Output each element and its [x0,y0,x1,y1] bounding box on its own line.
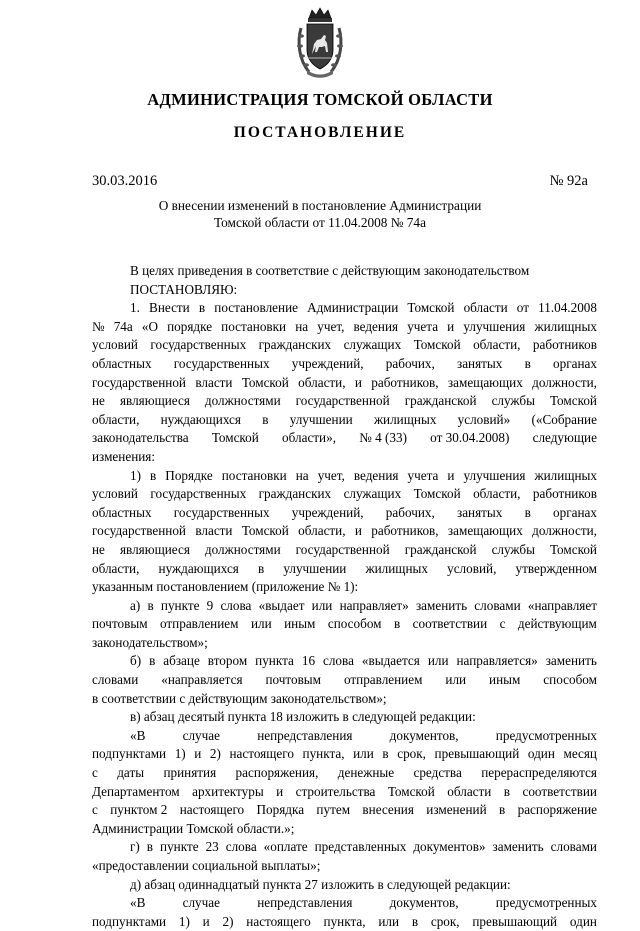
body-word: «выдается [361,653,420,669]
body-word: постановки [221,467,287,483]
body-word: занятых [456,355,503,371]
body-word: в [524,504,531,520]
body-word: пунктом 2 [110,802,168,818]
body-word: 2) [209,746,221,762]
body-word: Томской [549,541,597,557]
body-word: соответствии [522,783,597,799]
body-word: г) [130,839,140,855]
body-word: условий [92,486,138,502]
body-word: 9 [206,597,214,613]
body-word: № 4 (33) [359,430,407,446]
body-line [92,355,597,374]
body-word: с [92,765,98,781]
body-word: абзаце [163,653,200,669]
body-word: один [527,746,555,762]
body-word: Томской [413,486,461,502]
body-word: 1) [178,913,190,929]
body-word: от 30.04.2008) [430,430,510,446]
body-word: документов, [389,895,459,911]
body-word: и [447,467,455,483]
organization-name: АДМИНИСТРАЦИЯ ТОМСКОЙ ОБЛАСТИ [147,90,493,109]
body-word: перераспределяются [481,765,597,781]
body-word: отправлением [343,672,423,688]
body-word: и [194,746,202,762]
body-word: учета [407,467,439,483]
body-word: указанным постановлением (приложение № 1): [92,579,359,595]
body-word: направляется» [456,653,538,669]
body-word: законодательством»; [92,634,208,650]
body-word: государственной [92,374,186,390]
body-word: законодательства [92,430,189,446]
body-word: направляет» [339,597,409,613]
body-word: соответствии [412,616,488,632]
subject-line: Томской области от 11.04.2008 № 74а [214,215,426,230]
body-word: условий, [447,560,497,576]
body-word: 2) [222,913,234,929]
body-word: превышающий [472,913,558,929]
body-word: от [516,300,529,316]
body-word: Администрации Томской области.»; [92,820,295,836]
body-word: с [499,616,506,632]
body-word: словами [550,839,597,855]
body-line [92,727,597,746]
body-word: 1. [130,300,140,316]
body-line [92,838,597,857]
body-word: в [147,597,154,613]
body-word: и [202,913,210,929]
body-word: пункте [160,597,200,613]
body-word: области, [92,560,140,576]
body-word: один [569,913,597,929]
body-word: настоящего [246,913,311,929]
body-word: занятых [456,504,503,520]
body-word: 23 [205,839,219,855]
body-word: учреждений, [291,504,364,520]
body-word: в [524,355,531,371]
body-word: рабочих, [385,355,435,371]
body-word: государственной [295,541,390,557]
body-word: Томской [413,337,461,353]
body-word: области», [282,430,337,446]
body-word: власти [195,523,233,539]
body-word: непредставления [257,727,353,743]
body-word: ведения [353,318,399,334]
body-word: подпунктами [92,746,167,762]
body-word: подпунктами [92,913,167,929]
body-word: рабочих, [385,504,435,520]
body-word: жилищных [365,560,428,576]
body-word: жилищных [373,411,437,427]
document-type-heading: ПОСТАНОВЛЕНИЕ [233,124,407,141]
body-word: в [393,616,401,632]
body-line [92,374,597,393]
body-word: и [354,523,362,539]
body-word: «предоставлении социальной выплаты»; [92,858,321,873]
body-word: срок, [430,913,460,929]
body-word: области [447,783,492,799]
body-word: областных [92,355,152,371]
body-word: слова [220,597,252,613]
body-word: или [427,653,449,669]
body-word: замещающих [447,523,523,539]
body-word: в [146,839,154,855]
body-line [92,281,597,300]
body-word: 16 [301,653,316,669]
body-word: являющиеся [119,541,190,557]
body-line [92,764,597,783]
body-word: «В [130,727,146,743]
body-line [92,411,597,430]
body-line [92,448,597,467]
body-word: являющиеся [119,393,190,409]
body-word: или [378,913,400,929]
body-word: жилищных [534,467,597,483]
body-word: нуждающихся [160,411,241,427]
body-word: на [295,318,309,334]
body-word: Внести [149,300,190,316]
body-word: не [92,541,105,557]
body-word: в [262,411,269,427]
body-word: д) абзац одиннадцатый пункта 27 изложить в следующей редакции: [130,876,511,892]
body-word: условий» [457,411,511,427]
body-word: 1) [130,467,141,483]
body-line [92,541,597,560]
body-word: постановки [221,318,287,334]
body-word: принятия [163,765,217,781]
body-line [92,783,597,802]
body-word: органах [553,355,597,371]
body-line [92,560,597,579]
body-word: учета [407,318,439,334]
body-word: пункте [160,839,199,855]
body-word: Томской [211,430,259,446]
body-word: ПОСТАНОВЛЯЮ: [130,281,238,297]
body-word: следующие [532,430,597,446]
body-word: 74а [113,318,133,334]
body-word: гражданских [258,486,332,502]
body-word: улучшения [463,467,526,483]
body-word: государственных [150,337,247,353]
body-word: заменить [545,653,597,669]
body-word: области, [473,486,521,502]
body-word: государственной [92,523,186,539]
body-word: представленных [314,839,407,855]
body-word: а) [130,597,141,613]
body-word: предусмотренных [495,727,597,743]
body-line [92,745,597,764]
body-word: «оплате [263,839,308,855]
body-word: в [258,560,265,576]
body-word: Томской [241,374,289,390]
body-word: органах [553,504,597,520]
body-word: замещающих [447,374,523,390]
body-word: почтовым [265,672,322,688]
body-line [92,597,597,616]
body-word: строительства [295,783,376,799]
body-line [92,876,597,895]
body-word: гражданской [404,393,477,409]
body-word: служащих [343,337,402,353]
body-word: условий [92,337,138,353]
body-word: области [463,300,508,316]
body-word: («Собрание [531,411,597,427]
body-word: случае [182,727,220,743]
body-word: документов, [389,727,459,743]
body-word: иным [489,672,521,688]
body-word: Томской [241,523,289,539]
body-word: «В [130,895,146,911]
body-word: изменений [426,802,487,818]
body-line [92,522,597,541]
body-line [92,392,597,411]
body-word: учреждений, [291,355,364,371]
body-word: должности, [532,374,597,390]
body-word: службы [491,541,535,557]
body-line [92,318,597,337]
body-word: или [311,597,333,613]
body-word: работников, [371,523,439,539]
body-word: области, [473,337,521,353]
body-line [92,634,597,653]
body-word: улучшении [283,560,347,576]
body-line [92,615,597,634]
body-word: в соответствии с действующим законодательством»; [92,690,387,706]
body-line [92,652,597,671]
body-word: пункта [255,653,294,669]
body-word: постановление [214,300,298,316]
body-word: непредставления [257,895,353,911]
body-word: и [354,374,362,390]
body-word: и [447,318,455,334]
body-word: способом [543,672,597,688]
body-word: в [382,746,389,762]
body-word: ведения [353,467,399,483]
body-line [92,262,597,281]
body-word: в [149,653,156,669]
body-word: архитектуры [192,783,264,799]
body-word: внесения [362,802,414,818]
body-word: настоящего [229,746,294,762]
body-word: заменить [415,597,468,613]
body-line [92,801,597,820]
subject-line: О внесении изменений в постановление Администрации [158,198,482,213]
body-word: документов» [413,839,486,855]
body-word: в [499,802,506,818]
body-word: в [503,783,511,799]
body-word: Администрации [307,300,399,316]
body-word: срок, [397,746,426,762]
body-word: настоящего [179,802,245,818]
body-word: должностями [204,541,281,557]
body-word: или [250,616,272,632]
body-word: «выдает [258,597,305,613]
body-word: служащих [343,486,402,502]
body-word: с [92,802,98,818]
body-word: втором [207,653,248,669]
body-word: государственных [173,355,270,371]
body-line [92,894,597,913]
body-word: б) [130,653,142,669]
body-word: превышающий [434,746,520,762]
body-word: слова [323,653,354,669]
body-word: «направляет [527,597,597,613]
body-word: областных [92,504,152,520]
body-line [92,671,597,690]
body-word: области, [92,411,140,427]
body-word: Томской [549,393,597,409]
document-subject [0,197,640,231]
body-word: должностями [204,393,281,409]
body-line [92,429,597,448]
body-word: способом [327,616,382,632]
coat-of-arms-icon [295,6,345,80]
body-word: службы [491,393,535,409]
body-word: в [198,300,206,316]
body-word: действующим [517,616,597,632]
body-word: путем [316,802,351,818]
body-word: работников [532,486,597,502]
body-word: жилищных [534,318,597,334]
body-word: Порядка [256,802,305,818]
body-word: Томской [407,300,455,316]
body-word: на [295,467,309,483]
body-word: пункта, [302,746,345,762]
body-word: распоряжения, [235,765,319,781]
body-line [92,820,597,839]
body-line [92,913,597,931]
body-word: области, [298,374,346,390]
body-line [92,504,597,523]
body-word: в [150,467,157,483]
body-word: отправлением [160,616,239,632]
body-word: средства [413,765,462,781]
body-word: пункта, [323,913,366,929]
body-word: даты [117,765,145,781]
body-word: распоряжение [517,802,597,818]
body-word: 11.04.2008 [538,300,597,316]
body-word: гражданской [404,541,477,557]
body-word: и [276,783,284,799]
body-word: изменения: [92,448,156,464]
body-line [92,467,597,486]
body-word: 1) [174,746,186,762]
body-word: государственных [150,486,247,502]
document-date: 30.03.2016 [92,173,158,189]
body-word: заменить [492,839,544,855]
body-word: гражданских [258,337,332,353]
body-word: словами [474,597,521,613]
body-word: Томской [387,783,435,799]
body-word: предусмотренных [495,895,597,911]
body-word: нуждающихся [158,560,239,576]
body-word: денежные [337,765,395,781]
body-line [92,857,597,876]
body-word: в) абзац десятый пункта 18 изложить в следующей редакции: [130,709,476,725]
body-line [92,336,597,355]
body-word: учет, [317,467,345,483]
body-word: «О [141,318,158,334]
document-number: № 92а [549,173,588,189]
body-line [92,708,597,727]
body-word: не [92,393,105,409]
body-line [92,690,597,709]
body-word: государственной [295,393,390,409]
body-word: месяц [563,746,597,762]
body-line [92,485,597,504]
body-word: власти [195,374,233,390]
body-word: области, [298,523,346,539]
body-word: слова [225,839,257,855]
body-word: работников [532,337,597,353]
body-word: «направляется [161,672,243,688]
body-word: порядке [167,318,213,334]
body-word: улучшении [289,411,353,427]
body-line [92,578,597,597]
body-word: Порядке [165,467,213,483]
body-word: словами [92,672,139,688]
body-word: учет, [317,318,345,334]
body-line [92,299,597,318]
body-word: или [445,672,467,688]
body-word: государственных [173,504,270,520]
body-word: работников, [371,374,439,390]
body-word: в [411,913,419,929]
body-word: утвержденном [515,560,597,576]
body-word: Департаментом [92,783,180,799]
body-word: или [353,746,374,762]
body-word: иным [284,616,316,632]
body-word: случае [182,895,220,911]
body-word: почтовым [92,616,148,632]
body-word: В целях приведения в соответствие с действующим законодательством [130,263,530,278]
body-word: должности, [532,523,597,539]
body-word: улучшения [463,318,526,334]
body-word: № [92,318,105,334]
document-body [92,262,597,931]
